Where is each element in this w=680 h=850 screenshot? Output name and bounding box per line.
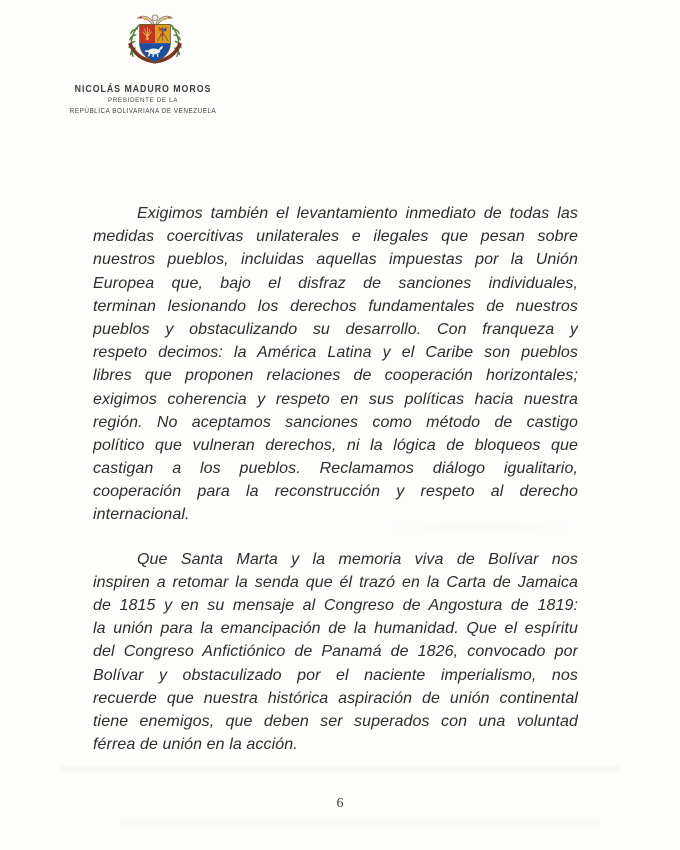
text-line: cooperación para la reconstrucción y respeto al derecho <box>93 483 578 501</box>
text-line: férrea de unión en la acción. <box>93 736 298 754</box>
text-line: respeto decimos: la América Latina y el Caribe son pueblos <box>93 344 578 362</box>
venezuela-coat-of-arms-icon <box>122 9 188 75</box>
text-line: libres que proponen relaciones de cooperación horizontales; <box>93 367 578 385</box>
page-number: 6 <box>336 796 344 811</box>
body-text <box>93 202 578 777</box>
text-line: exigimos coherencia y respeto en sus políticas hacia nuestra <box>93 390 578 408</box>
text-line: político que vulneran derechos, ni la lógica de bloqueos que <box>93 436 578 454</box>
letterhead-name: NICOLÁS MADURO MOROS <box>74 84 212 95</box>
text-line: región. No aceptamos sanciones como método de castigo <box>93 413 578 431</box>
text-line: Bolívar y obstaculizado por el naciente imperialismo, nos <box>93 666 578 684</box>
text-line: nuestros pueblos, incluidas aquellas impuestas por la Unión <box>93 251 578 269</box>
text-line: internacional. <box>93 506 190 524</box>
text-line: medidas coercitivas unilaterales e ilegales que pesan sobre <box>93 228 578 246</box>
letterhead-institution: REPÚBLICA BOLIVARIANA DE VENEZUELA <box>69 105 217 115</box>
scan-artifact <box>120 818 600 827</box>
text-line: castigan a los pueblos. Reclamamos diálogo igualitario, <box>93 460 578 478</box>
text-line: Exigimos también el levantamiento inmediato de todas las <box>137 205 578 222</box>
text-line: de 1815 y en su mensaje al Congreso de Angostura de 1819: <box>93 597 578 614</box>
letterhead-title: PRESIDENTE DE LA <box>107 97 179 104</box>
paragraph <box>93 202 578 527</box>
cornucopias <box>137 15 172 25</box>
text-line: la unión para la emancipación de la humanidad. Que el espíritu <box>93 620 578 638</box>
letterhead <box>0 0 320 130</box>
text-line: Que Santa Marta y la memoria viva de Bolívar nos <box>137 550 578 568</box>
text-line: recuerde que nuestra histórica aspiración de unión continental <box>93 689 578 707</box>
text-line: terminan lesionando los derechos fundamentales de nuestros <box>93 297 578 315</box>
paragraph <box>93 548 578 757</box>
letterhead-text <box>32 84 254 115</box>
text-line: pueblos y obstaculizando su desarrollo. Con franqueza y <box>93 320 578 338</box>
text-line: inspiren a retomar la senda que él trazó en la Carta de Jamaica <box>93 573 578 591</box>
text-line: tiene enemigos, que deben ser superados con una voluntad <box>93 712 578 730</box>
text-line: Europea que, bajo el disfraz de sanciones individuales, <box>93 274 578 292</box>
text-line: del Congreso Anfictiónico de Panamá de 1826, convocado por <box>93 643 578 661</box>
